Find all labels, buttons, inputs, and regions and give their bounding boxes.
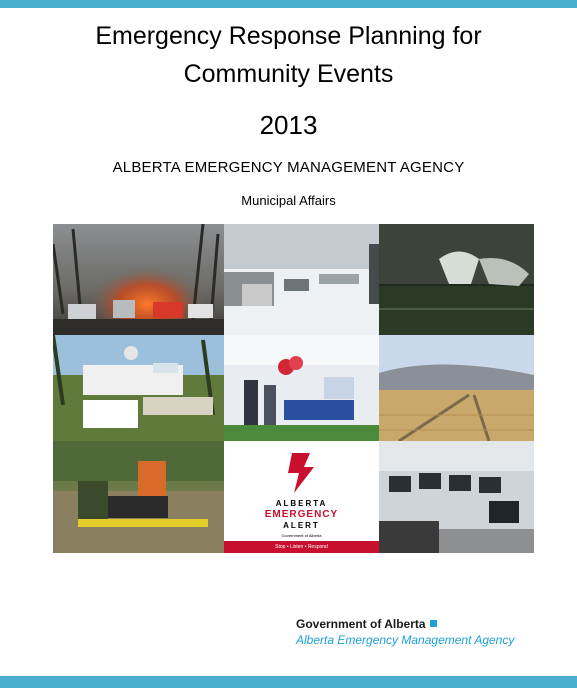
- bottom-band: [0, 676, 577, 688]
- logo-line-4: Government of Alberta: [281, 533, 322, 538]
- photo-command-post: [53, 335, 224, 441]
- alberta-square-icon: [430, 620, 437, 627]
- ministry: Municipal Affairs: [241, 193, 336, 208]
- title-line-1: Emergency Response Planning for: [95, 22, 482, 50]
- photo-tornado: [379, 224, 534, 335]
- photo-wildfire-trucks: [53, 224, 224, 335]
- agency-name: Alberta Emergency Management Agency: [296, 633, 515, 647]
- lightning-bolt-icon: [224, 441, 379, 501]
- logo-footer: Stop • Listen • Respond: [224, 541, 379, 553]
- top-band: [0, 0, 577, 8]
- logo-line-2: EMERGENCY: [264, 509, 339, 520]
- photo-aerial-smoke: [379, 335, 534, 441]
- logo-line-1: ALBERTA: [275, 499, 328, 508]
- alberta-emergency-alert-logo: [224, 441, 379, 553]
- government-footer: [296, 617, 514, 647]
- agency-heading: ALBERTA EMERGENCY MANAGEMENT AGENCY: [112, 159, 465, 176]
- photo-event-tent: [224, 335, 379, 441]
- photo-collage: [53, 224, 534, 553]
- year: 2013: [259, 110, 318, 140]
- logo-line-3: ALERT: [283, 521, 320, 530]
- photo-water-rescue: [53, 441, 224, 553]
- government-name-text: Government of Alberta: [296, 617, 426, 631]
- photo-winter-highway: [224, 224, 379, 335]
- title-line-2: Community Events: [183, 60, 394, 88]
- government-name: [296, 617, 514, 631]
- photo-operations-centre: [379, 441, 534, 553]
